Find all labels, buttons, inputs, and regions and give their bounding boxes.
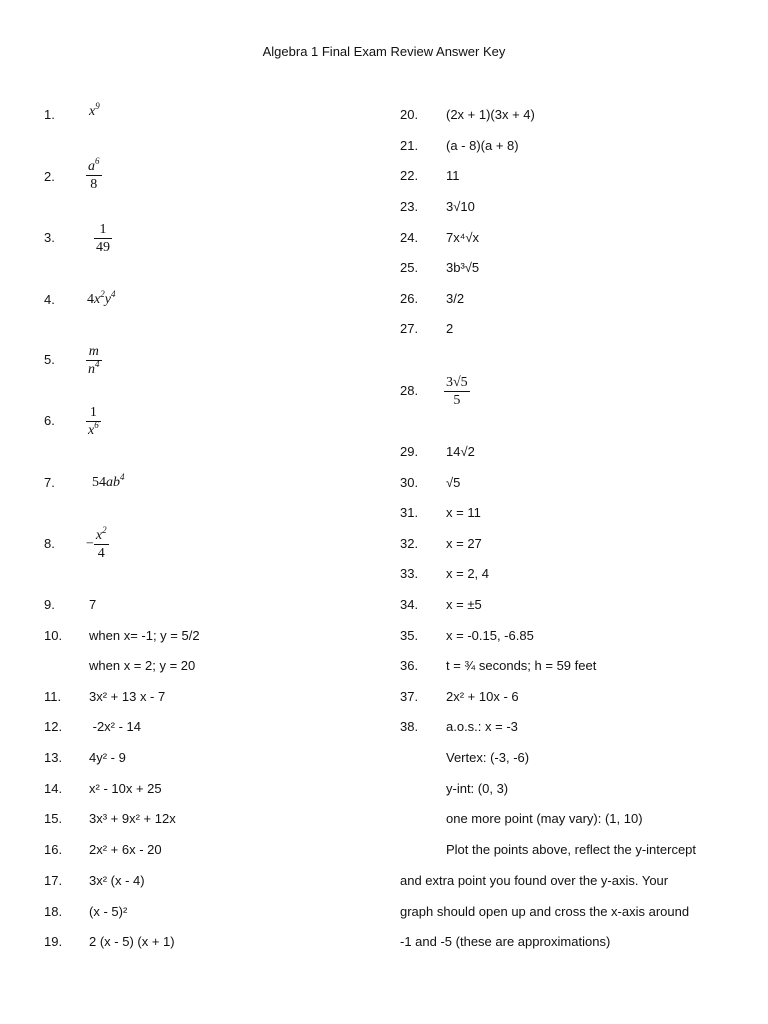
answer-text: x = 2, 4 bbox=[446, 566, 489, 581]
answer-x-power-9: $x^9$ bbox=[89, 101, 100, 119]
question-number: 8. bbox=[44, 536, 55, 551]
answer-text: 3x² (x - 4) bbox=[89, 873, 145, 888]
answer-text: 2 (x - 5) (x + 1) bbox=[89, 934, 175, 949]
question-number: 29. bbox=[400, 444, 419, 459]
answer-text: 14√2 bbox=[446, 444, 475, 459]
answer-text: 3√10 bbox=[446, 199, 475, 214]
answer-text: t = ¾ seconds; h = 59 feet bbox=[446, 658, 597, 673]
question-number: 38. bbox=[400, 719, 419, 734]
fraction-answer: $\frac{1}{49}$ bbox=[96, 222, 110, 256]
fraction-answer: − $\frac{x^2}{4}$ bbox=[86, 525, 107, 562]
question-number: 2. bbox=[44, 169, 55, 184]
answer-text: -1 and -5 (these are approximations) bbox=[400, 934, 611, 949]
question-number: 30. bbox=[400, 475, 419, 490]
answer-text: 3x³ + 9x² + 12x bbox=[89, 811, 176, 826]
question-number: 23. bbox=[400, 199, 419, 214]
question-number: 19. bbox=[44, 934, 63, 949]
question-number: 15. bbox=[44, 811, 63, 826]
fraction-answer: $\frac{a^6}{8}$ bbox=[88, 156, 100, 193]
question-number: 34. bbox=[400, 597, 419, 612]
answer-text: x = 27 bbox=[446, 536, 482, 551]
answer-text: 3x² + 13 x - 7 bbox=[89, 689, 166, 704]
answer-text: 2x² + 6x - 20 bbox=[89, 842, 162, 857]
answer-text: when x= -1; y = 5/2 bbox=[89, 628, 200, 643]
question-number: 28. bbox=[400, 383, 419, 398]
question-number: 3. bbox=[44, 230, 55, 245]
answer-monomial: $4x^2y^4$ bbox=[87, 289, 116, 307]
page-title: Algebra 1 Final Exam Review Answer Key bbox=[262, 44, 506, 59]
answer-text: (a - 8)(a + 8) bbox=[446, 138, 519, 153]
fraction-answer: $\frac{m}{n^4}$ bbox=[88, 344, 100, 378]
answer-text: 7 bbox=[89, 597, 97, 612]
question-number: 4. bbox=[44, 292, 55, 307]
fraction-answer: $\frac{1}{x^6}$ bbox=[88, 405, 99, 439]
answer-text: 2x² + 10x - 6 bbox=[446, 689, 519, 704]
answer-text: √5 bbox=[446, 475, 461, 490]
question-number: 1. bbox=[44, 107, 55, 122]
question-number: 26. bbox=[400, 291, 419, 306]
answer-text: x = -0.15, -6.85 bbox=[446, 628, 534, 643]
answer-text: 4y² - 9 bbox=[89, 750, 126, 765]
question-number: 11. bbox=[44, 689, 62, 704]
question-number: 16. bbox=[44, 842, 63, 857]
answer-text: 3b³√5 bbox=[446, 260, 480, 275]
question-number: 22. bbox=[400, 168, 419, 183]
answer-text: x = ±5 bbox=[446, 597, 482, 612]
question-number: 6. bbox=[44, 413, 55, 428]
question-number: 13. bbox=[44, 750, 63, 765]
answer-text: -2x² - 14 bbox=[89, 719, 142, 734]
answer-text: x = 11 bbox=[446, 505, 481, 520]
question-number: 37. bbox=[400, 689, 419, 704]
question-number: 14. bbox=[44, 781, 63, 796]
question-number: 31. bbox=[400, 505, 419, 520]
question-number: 18. bbox=[44, 904, 63, 919]
answer-text: a.o.s.: x = -3 bbox=[446, 719, 518, 734]
answer-text: and extra point you found over the y-axis. Your bbox=[400, 873, 669, 888]
answer-text: 2 bbox=[446, 321, 454, 336]
fraction-answer: $\frac{3√5}{5}$ bbox=[446, 375, 468, 409]
question-number: 5. bbox=[44, 352, 55, 367]
question-number: 9. bbox=[44, 597, 55, 612]
question-number: 10. bbox=[44, 628, 63, 643]
answer-text: x² - 10x + 25 bbox=[89, 781, 162, 796]
question-number: 32. bbox=[400, 536, 419, 551]
answer-text: y-int: (0, 3) bbox=[446, 781, 509, 796]
question-number: 17. bbox=[44, 873, 63, 888]
answer-text: when x = 2; y = 20 bbox=[89, 658, 196, 673]
question-number: 24. bbox=[400, 230, 419, 245]
question-number: 33. bbox=[400, 566, 419, 581]
question-number: 12. bbox=[44, 719, 63, 734]
question-number: 7. bbox=[44, 475, 55, 490]
question-number: 36. bbox=[400, 658, 419, 673]
answer-monomial: $54ab^4$ bbox=[92, 472, 125, 490]
answer-text: Vertex: (-3, -6) bbox=[446, 750, 530, 765]
answer-text: 7x⁴√x bbox=[446, 230, 479, 245]
question-number: 21. bbox=[400, 138, 419, 153]
answer-text: 11 bbox=[446, 168, 460, 183]
answer-text: graph should open up and cross the x-axis around bbox=[400, 904, 690, 919]
answer-text: (x - 5)² bbox=[89, 904, 128, 919]
question-number: 27. bbox=[400, 321, 419, 336]
answer-text: one more point (may vary): (1, 10) bbox=[446, 811, 643, 826]
answer-text: Plot the points above, reflect the y-intercept bbox=[446, 842, 697, 857]
question-number: 25. bbox=[400, 260, 419, 275]
question-number: 20. bbox=[400, 107, 419, 122]
answer-text: 3/2 bbox=[446, 291, 465, 306]
answer-text: (2x + 1)(3x + 4) bbox=[446, 107, 535, 122]
question-number: 35. bbox=[400, 628, 419, 643]
